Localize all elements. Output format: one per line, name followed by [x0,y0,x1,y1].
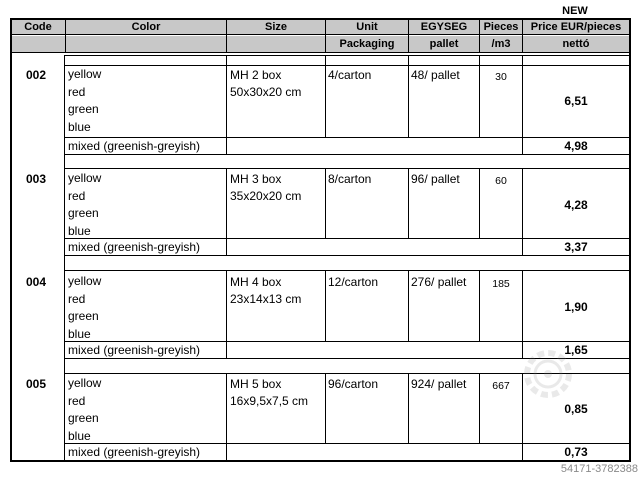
column-divider [226,55,227,155]
price-value: 0,85 [564,402,588,416]
row-divider [64,255,630,256]
size-model: MH 4 box [230,275,282,289]
column-divider [479,55,480,138]
size-dimensions: 50x30x20 cm [230,85,302,99]
product-code: 002 [26,68,47,82]
color-item: blue [68,428,91,443]
mixed-price: 1,65 [564,343,588,357]
color-item: blue [68,326,91,341]
mixed-label: mixed (greenish-greyish) [68,240,201,254]
column-divider [479,18,480,53]
pallet-value: 48/ pallet [411,68,460,82]
listing-id: 54171-3782388 [560,463,638,475]
column-divider [325,168,326,239]
pallet-value: 96/ pallet [411,172,460,186]
price-value: 6,51 [564,94,588,108]
price-value: 1,90 [564,300,588,314]
column-divider [65,18,66,53]
color-item: green [68,309,99,323]
mixed-label: mixed (greenish-greyish) [68,445,201,459]
pieces-value: 60 [495,175,507,187]
header-egyseg: EGYSEG [420,21,468,33]
pallet-value: 276/ pallet [411,275,467,289]
header-pieces: Pieces [483,21,519,33]
color-item: blue [68,119,91,134]
column-divider [325,270,326,342]
color-item: yellow [68,171,102,185]
mixed-price: 3,37 [564,240,588,254]
column-divider [408,168,409,239]
header-divider [10,34,630,35]
color-item: green [68,102,99,116]
header-unit: Unit [356,21,378,33]
column-divider [408,18,409,53]
header-netto: nettó [562,38,590,50]
column-divider [408,55,409,138]
column-divider [226,373,227,461]
row-divider [64,168,630,169]
color-item: red [68,188,86,203]
pieces-value: 185 [492,278,510,290]
pallet-value: 924/ pallet [411,377,467,391]
table-border-right [629,18,631,462]
price-value: 4,28 [564,198,588,212]
mixed-price: 4,98 [564,139,588,153]
row-divider [64,137,630,138]
color-item: yellow [68,274,102,288]
header-m3: /m3 [491,38,511,50]
column-divider [325,55,326,138]
color-list [68,375,101,445]
size-model: MH 5 box [230,377,282,391]
size-model: MH 3 box [230,172,282,186]
unit-value: 8/carton [328,172,372,186]
column-divider [522,168,523,256]
column-divider [226,168,227,256]
table-border-left [10,18,12,462]
column-divider [64,55,65,461]
unit-value: 12/carton [328,275,379,289]
header-color: Color [131,21,161,33]
column-divider [325,373,326,444]
unit-value: 96/carton [328,377,379,391]
new-label: NEW [562,5,588,17]
color-list [68,273,101,343]
color-item: red [68,291,86,306]
product-code: 005 [26,377,47,391]
color-list [68,66,101,136]
unit-value: 4/carton [328,68,372,82]
column-divider [479,373,480,444]
gear-icon [518,344,578,404]
row-divider [64,443,630,444]
column-divider [226,18,227,53]
header-pallet: pallet [429,38,459,50]
row-divider [64,270,630,271]
mixed-label: mixed (greenish-greyish) [68,139,201,153]
mixed-price: 0,73 [564,445,588,459]
color-item: yellow [68,67,102,81]
column-divider [479,168,480,239]
color-item: red [68,84,86,99]
pieces-value: 667 [492,380,510,392]
size-model: MH 2 box [230,68,282,82]
column-divider [226,270,227,359]
column-divider [479,270,480,342]
product-code: 004 [26,275,47,289]
column-divider [408,270,409,342]
row-divider [64,341,630,342]
row-divider [64,238,630,239]
column-divider [522,18,523,53]
product-code: 003 [26,172,47,186]
color-item: yellow [68,376,102,390]
table-border-top [10,18,631,20]
color-item: red [68,393,86,408]
color-item: green [68,206,99,220]
table-border-bottom [10,460,631,462]
pieces-value: 30 [495,71,507,83]
size-dimensions: 23x14x13 cm [230,292,302,306]
header-divider [64,55,630,56]
row-divider [64,65,630,66]
header-packaging: Packaging [339,38,395,50]
color-item: blue [68,223,91,238]
color-item: green [68,411,99,425]
size-dimensions: 16x9,5x7,5 cm [230,394,309,408]
column-divider [325,18,326,53]
column-divider [408,373,409,444]
size-dimensions: 35x20x20 cm [230,189,302,203]
column-divider [522,55,523,155]
color-list [68,170,101,240]
row-divider [64,154,630,155]
header-price: Price EUR/pieces [530,21,622,33]
mixed-label: mixed (greenish-greyish) [68,343,201,357]
header-code: Code [24,21,52,33]
header-divider [10,52,630,53]
header-size: Size [264,21,287,33]
